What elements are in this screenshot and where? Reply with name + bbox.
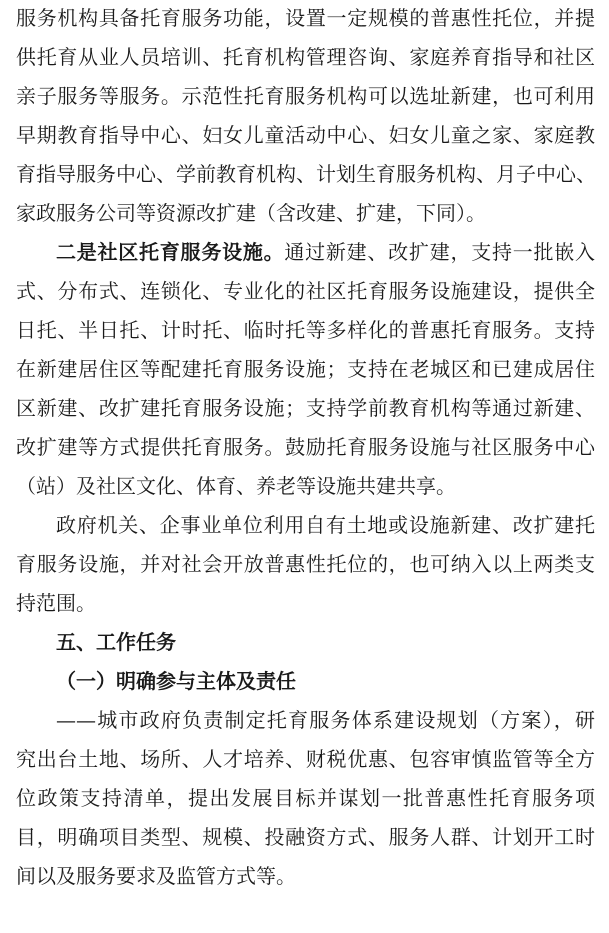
- text-line: 改扩建等方式提供托育服务。鼓励托育服务设施与社区服务中心: [16, 435, 595, 459]
- paragraph-text: 通过新建、改扩建，支持一批嵌入: [284, 240, 596, 264]
- text-line: （站）及社区文化、体育、养老等设施共建共享。: [16, 474, 456, 498]
- paragraph-2: [16, 233, 595, 506]
- paragraph-1: [16, 0, 595, 233]
- text-line: 式、分布式、连锁化、专业化的社区托育服务设施建设，提供全: [16, 279, 595, 303]
- text-line: 目，明确项目类型、规模、投融资方式、服务人群、计划开工时: [16, 825, 595, 849]
- text-line: 持范围。: [16, 591, 96, 615]
- text-line: 服务机构具备托育服务功能，设置一定规模的普惠性托位，并提: [16, 6, 595, 30]
- text-line: 在新建居住区等配建托育服务设施；支持在老城区和已建成居住: [16, 357, 595, 381]
- text-line: 供托育从业人员培训、托育机构管理咨询、家庭养育指导和社区: [16, 45, 595, 69]
- text-line: 育指导服务中心、学前教育机构、计划生育服务机构、月子中心、: [16, 162, 596, 186]
- text-line: 间以及服务要求及监管方式等。: [16, 864, 296, 888]
- text-line: 早期教育指导中心、妇女儿童活动中心、妇女儿童之家、家庭教: [16, 123, 595, 147]
- text-line: 育服务设施，并对社会开放普惠性托位的，也可纳入以上两类支: [16, 552, 595, 576]
- paragraph-4: [16, 701, 595, 896]
- text-line: [16, 233, 595, 272]
- text-line: 区新建、改扩建托育服务设施；支持学前教育机构等通过新建、: [16, 396, 595, 420]
- text-line: ——城市政府负责制定托育服务体系建设规划（方案），研: [56, 708, 595, 732]
- text-line: 政府机关、企事业单位利用自有土地或设施新建、改扩建托: [56, 513, 595, 537]
- subsection-heading: （一）明确参与主体及责任: [56, 669, 296, 693]
- text-line: 日托、半日托、计时托、临时托等多样化的普惠托育服务。支持: [16, 318, 595, 342]
- paragraph-lead: 二是社区托育服务设施。: [56, 240, 285, 264]
- section-heading: 五、工作任务: [56, 630, 176, 654]
- text-line: 位政策支持清单，提出发展目标并谋划一批普惠性托育服务项: [16, 786, 595, 810]
- text-line: 亲子服务等服务。示范性托育服务机构可以选址新建，也可利用: [16, 84, 595, 108]
- text-line: 究出台土地、场所、人才培养、财税优惠、包容审慎监管等全方: [16, 747, 595, 771]
- text-line: 家政服务公司等资源改扩建（含改建、扩建，下同）。: [16, 201, 486, 225]
- paragraph-3: [16, 506, 595, 623]
